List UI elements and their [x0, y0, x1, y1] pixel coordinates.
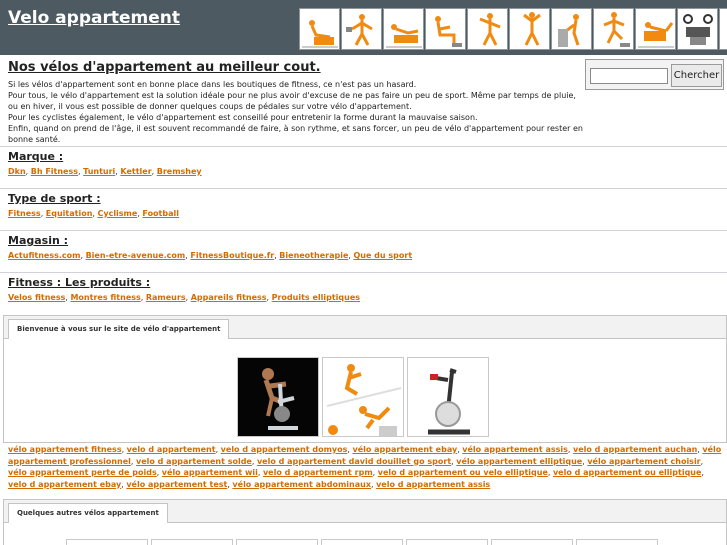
keyword-link[interactable]: vélo appartement perte de poids: [8, 468, 157, 477]
search-box: [585, 59, 724, 90]
link-produits-elliptiques[interactable]: Produits elliptiques: [271, 293, 361, 302]
keyword-link[interactable]: velo d appartement auchan: [572, 445, 698, 454]
other-product-thumb[interactable]: [576, 539, 658, 545]
divider: [0, 188, 727, 189]
keyword-links: vélo appartement fitness, velo d appartement, velo d appartement domyos, vélo appartement ebay, vélo appartement assis, velo d appartement auchan, vélo appartement professionnel, velo d appartement solde, velo d appartement david douillet go sport, vélo appartement elliptique, vélo appartement choisir, vélo appartement perte de poids, vélo appartement wii, velo d appartement rpm, velo d appartement ou velo elliptique, velo d appartement ou elliptique, velo d appartement ebay, vélo appartement test, vélo appartement abdominaux, velo d appartement assis: [8, 445, 722, 489]
divider: [0, 230, 727, 231]
search-input[interactable]: [590, 68, 668, 84]
link-list: Actufitness.com, Bien-etre-avenue.com, FitnessBoutique.fr, Bieneotherapie, Que du sport: [8, 251, 413, 260]
other-product-thumb[interactable]: [491, 539, 573, 545]
keyword-link[interactable]: vélo appartement choisir: [587, 456, 701, 466]
exercise-thumb-9[interactable]: [635, 8, 676, 50]
intro-line: Pour tous, le vélo d'appartement est la solution idéale pour ne plus avoir d'excuse de ne pas faire un peu de sport. Même par temps de pluie, ou en hiver, il vous est possible de donner quelques coups de pédales sur votre vélo d'appartement.: [8, 91, 576, 111]
keyword-link[interactable]: vélo appartement assis: [462, 445, 568, 454]
exercise-thumb-8[interactable]: [593, 8, 634, 50]
keyword-link[interactable]: velo d appartement domyos: [220, 445, 348, 454]
keyword-link[interactable]: velo d appartement assis: [376, 479, 491, 489]
exercise-thumb-5[interactable]: [467, 8, 508, 50]
keyword-link[interactable]: velo d appartement david douillet go sport: [256, 456, 452, 466]
product-image-exercises[interactable]: [322, 357, 404, 437]
keyword-link[interactable]: vélo appartement ebay: [352, 445, 458, 454]
keyword-link[interactable]: vélo appartement test: [126, 479, 228, 489]
keyword-link[interactable]: vélo appartement wii: [161, 468, 258, 477]
intro-line: Enfin, quand on prend de l'âge, il est souvent recommandé de faire, à son rythme, et sans forcer, un peu de vélo d'appartement pour rester en bonne santé.: [8, 124, 583, 144]
site-title[interactable]: Velo appartement: [8, 8, 180, 28]
product-image-bike-woman[interactable]: [237, 357, 319, 437]
keyword-link[interactable]: velo d appartement ebay: [8, 479, 122, 489]
other-product-thumb[interactable]: [321, 539, 403, 545]
exercise-thumb-4[interactable]: [425, 8, 466, 50]
link-bh-fitness[interactable]: Bh Fitness: [30, 167, 79, 176]
exercise-thumb-3[interactable]: [383, 8, 424, 50]
link-list: Velos fitness, Montres fitness, Rameurs, Appareils fitness, Produits elliptiques: [8, 293, 361, 302]
intro-text: [8, 79, 583, 145]
link-equitation[interactable]: Equitation: [45, 209, 93, 218]
link-kettler[interactable]: Kettler: [120, 167, 152, 176]
link-bremshey[interactable]: Bremshey: [156, 167, 202, 176]
link-rameurs[interactable]: Rameurs: [145, 293, 186, 302]
exercise-thumb-7[interactable]: [551, 8, 592, 50]
link-tunturi[interactable]: Tunturi: [83, 167, 116, 176]
other-product-thumb[interactable]: [151, 539, 233, 545]
link-bieneotherapie[interactable]: Bieneotherapie: [279, 251, 349, 260]
exercise-thumb-6[interactable]: [509, 8, 550, 50]
exercise-thumb-2[interactable]: [341, 8, 382, 50]
section-magasin: [8, 234, 412, 262]
link-list: Dkn, Bh Fitness, Tunturi, Kettler, Bremshey: [8, 167, 202, 176]
intro: [8, 60, 583, 145]
keyword-link[interactable]: velo d appartement solde: [136, 456, 252, 466]
others-tab[interactable]: Quelques autres vélos appartement: [8, 503, 168, 523]
link-montres-fitness[interactable]: Montres fitness: [70, 293, 141, 302]
page-heading: Nos vélos d'appartement au meilleur cout.: [8, 60, 321, 75]
exercise-thumbnails: [299, 8, 727, 50]
link-list: Fitness, Equitation, Cyclisme, Football: [8, 209, 179, 218]
section-sport: [8, 192, 179, 220]
link-que-du-sport[interactable]: Que du sport: [353, 251, 413, 260]
link-cyclisme[interactable]: Cyclisme: [97, 209, 138, 218]
exercise-thumb-1[interactable]: [299, 8, 340, 50]
other-product-thumb[interactable]: [236, 539, 318, 545]
intro-line: Si les vélos d'appartement sont en bonne place dans les boutiques de fitness, ce n'est pas un hasard.: [8, 80, 417, 89]
exercise-thumb-11[interactable]: [719, 8, 727, 50]
link-velos-fitness[interactable]: Velos fitness: [8, 293, 66, 302]
section-produits: [8, 276, 360, 304]
divider: [0, 146, 727, 147]
link-bien-etre-avenue[interactable]: Bien-etre-avenue.com: [85, 251, 186, 260]
link-actufitness[interactable]: Actufitness.com: [8, 251, 81, 260]
keyword-link[interactable]: velo d appartement rpm: [262, 468, 373, 477]
section-title: Marque :: [8, 150, 64, 163]
keyword-link[interactable]: vélo appartement elliptique: [456, 456, 583, 466]
divider: [0, 272, 727, 273]
section-title: Fitness : Les produits :: [8, 276, 151, 289]
link-dkn[interactable]: Dkn: [8, 167, 26, 176]
welcome-tab[interactable]: Bienvenue à vous sur le site de vélo d'appartement: [8, 319, 229, 339]
section-marque: [8, 150, 202, 178]
keyword-link[interactable]: vélo appartement professionnel: [8, 445, 722, 466]
link-fitnessboutique[interactable]: FitnessBoutique.fr: [190, 251, 275, 260]
keyword-link[interactable]: vélo appartement fitness: [8, 445, 122, 454]
others-thumbnails: [66, 539, 666, 545]
keyword-link[interactable]: vélo appartement abdominaux: [232, 479, 371, 489]
other-product-thumb[interactable]: [406, 539, 488, 545]
link-appareils-fitness[interactable]: Appareils fitness: [190, 293, 267, 302]
intro-line: Pour les cyclistes également, le vélo d'appartement est conseillé pour entretenir la forme durant la mauvaise saison.: [8, 113, 478, 122]
other-product-thumb[interactable]: [66, 539, 148, 545]
keyword-link[interactable]: velo d appartement: [126, 445, 216, 454]
section-title: Type de sport :: [8, 192, 101, 205]
keyword-link[interactable]: velo d appartement ou velo elliptique: [377, 468, 548, 477]
link-fitness[interactable]: Fitness: [8, 209, 41, 218]
link-football[interactable]: Football: [142, 209, 179, 218]
product-image-bike[interactable]: [407, 357, 489, 437]
keyword-link[interactable]: velo d appartement ou elliptique: [552, 468, 702, 477]
section-title: Magasin :: [8, 234, 69, 247]
exercise-thumb-10[interactable]: [677, 8, 718, 50]
site-header: [0, 0, 727, 55]
search-button[interactable]: Chercher: [671, 64, 722, 87]
